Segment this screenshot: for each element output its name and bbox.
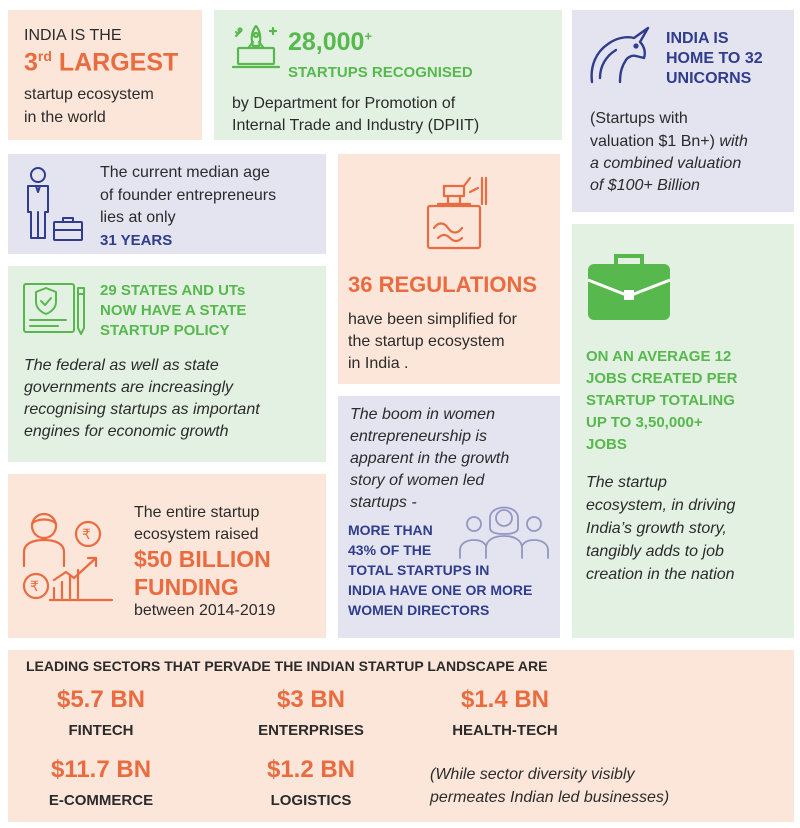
regulations-title: 36 REGULATIONS bbox=[348, 272, 538, 297]
unicorns-line3: UNICORNS bbox=[666, 70, 752, 87]
businessman-icon bbox=[20, 166, 86, 242]
jobs-desc1: The startup bbox=[586, 474, 667, 491]
jobs-line2 bbox=[586, 370, 737, 387]
women-stat5: WOMEN DIRECTORS bbox=[348, 602, 490, 618]
sector-item bbox=[26, 686, 176, 739]
jobs-line5: JOBS bbox=[586, 436, 627, 453]
regulations-line2: the startup ecosystem bbox=[348, 333, 505, 350]
unicorns-desc2-plain: valuation $1 Bn+) bbox=[590, 133, 715, 150]
startups-count bbox=[288, 28, 372, 57]
sector-value: $5.7 BN bbox=[56, 686, 146, 713]
unicorns-line1: INDIA IS bbox=[666, 30, 729, 47]
funding-period: between 2014-2019 bbox=[134, 602, 276, 619]
startups-label: STARTUPS RECOGNISED bbox=[288, 64, 473, 81]
jobs-desc4: tangibly adds to job bbox=[586, 543, 724, 560]
sector-name: ENTERPRISES bbox=[258, 722, 364, 739]
women-tile bbox=[338, 396, 560, 638]
states-line3: STARTUP POLICY bbox=[100, 322, 230, 339]
founder-tile bbox=[8, 154, 326, 254]
jobs-num: 12 bbox=[714, 348, 732, 365]
sector-item bbox=[236, 686, 386, 739]
women-group-icon bbox=[458, 496, 550, 560]
sectors-heading: LEADING SECTORS THAT PERVADE THE INDIAN STARTUP LANDSCAPE ARE bbox=[26, 658, 548, 674]
states-tile bbox=[8, 266, 326, 462]
ecosystem-rank bbox=[24, 48, 178, 77]
women-desc5: startups - bbox=[350, 494, 417, 511]
states-line2: NOW HAVE A STATE bbox=[100, 302, 247, 319]
unicorns-desc3: a combined valuation bbox=[590, 155, 742, 172]
unicorns-tile bbox=[572, 10, 794, 212]
jobs-line1 bbox=[586, 348, 731, 365]
regulations-line1: have been simplified for bbox=[348, 311, 517, 328]
regulations-line3: in India . bbox=[348, 355, 409, 372]
states-desc3: recognising startups as important bbox=[24, 401, 260, 418]
startups-tile bbox=[214, 10, 562, 140]
founder-line1: The current median age bbox=[100, 164, 270, 181]
women-stat3: TOTAL STARTUPS IN bbox=[348, 562, 490, 578]
jobs-desc3: India’s growth story, bbox=[586, 520, 727, 537]
women-stat1: MORE THAN bbox=[348, 522, 433, 538]
unicorns-desc4: of $100+ Billion bbox=[590, 177, 700, 194]
regulations-tile bbox=[338, 154, 560, 384]
funding-amount: $50 BILLION bbox=[134, 546, 271, 572]
women-stat2: 43% OF THE bbox=[348, 542, 432, 558]
sector-value: $1.4 BN bbox=[460, 686, 550, 713]
sector-value: $3 BN bbox=[276, 686, 346, 713]
rocket-laptop-icon bbox=[230, 22, 282, 70]
sector-item bbox=[236, 756, 386, 809]
jobs-pre: ON AN AVERAGE bbox=[586, 348, 715, 365]
funding-line2: ecosystem raised bbox=[134, 526, 259, 543]
founder-line2: of founder entrepreneurs bbox=[100, 187, 277, 204]
states-desc4: engines for economic growth bbox=[24, 423, 229, 440]
startups-line1: by Department for Promotion of bbox=[232, 95, 456, 112]
jobs-created: JOBS CREATED bbox=[586, 370, 703, 387]
jobs-tile bbox=[572, 224, 794, 638]
sector-value: $11.7 BN bbox=[50, 756, 152, 783]
sector-item bbox=[430, 686, 580, 739]
unicorns-desc2 bbox=[590, 131, 748, 153]
jobs-per: PER bbox=[702, 370, 738, 387]
policy-document-icon bbox=[22, 280, 88, 338]
rank-suffix: rd bbox=[37, 48, 52, 64]
sector-item bbox=[26, 756, 176, 809]
count-plus: + bbox=[364, 28, 373, 44]
unicorns-desc2-italic: with bbox=[714, 133, 748, 150]
founder-line3: lies at only bbox=[100, 209, 176, 226]
sector-name: HEALTH-TECH bbox=[452, 722, 558, 739]
women-desc3: apparent in the growth bbox=[350, 450, 510, 467]
jobs-desc2: ecosystem, in driving bbox=[586, 497, 736, 514]
states-line1: 29 STATES AND UTs bbox=[100, 282, 246, 299]
sectors-note1: (While sector diversity visibly bbox=[430, 766, 635, 783]
funding-word: FUNDING bbox=[134, 574, 239, 600]
funding-line1: The entire startup bbox=[134, 504, 260, 521]
unicorns-desc1: (Startups with bbox=[590, 110, 688, 127]
sectors-panel bbox=[8, 650, 794, 822]
rank-number: 3 bbox=[24, 48, 38, 77]
jobs-line3: STARTUP TOTALING bbox=[586, 392, 735, 409]
startups-line2: Internal Trade and Industry (DPIIT) bbox=[232, 117, 480, 134]
sector-name: LOGISTICS bbox=[270, 792, 352, 809]
jobs-desc5: creation in the nation bbox=[586, 566, 735, 583]
women-desc2: entrepreneurship is bbox=[350, 428, 487, 445]
founder-age: 31 YEARS bbox=[100, 232, 173, 249]
svg-text:₹: ₹ bbox=[30, 579, 39, 595]
investor-growth-icon bbox=[18, 508, 116, 604]
rank-word: LARGEST bbox=[51, 48, 179, 77]
svg-text:₹: ₹ bbox=[82, 527, 91, 543]
ecosystem-line4: in the world bbox=[24, 109, 106, 126]
unicorn-icon bbox=[586, 26, 652, 86]
sector-value: $1.2 BN bbox=[266, 756, 356, 783]
sector-name: FINTECH bbox=[68, 722, 134, 739]
ecosystem-tile bbox=[8, 10, 202, 140]
ecosystem-line3: startup ecosystem bbox=[24, 86, 154, 103]
stamp-document-icon bbox=[408, 172, 490, 254]
unicorns-line2: HOME TO 32 bbox=[666, 50, 763, 67]
states-desc2: governments are increasingly bbox=[24, 379, 233, 396]
funding-tile bbox=[8, 474, 326, 638]
sector-name: E-COMMERCE bbox=[48, 792, 154, 809]
states-desc1: The federal as well as state bbox=[24, 357, 219, 374]
women-stat4: INDIA HAVE ONE OR MORE bbox=[348, 582, 533, 598]
count-value: 28,000 bbox=[288, 28, 365, 56]
women-desc1: The boom in women bbox=[350, 406, 495, 423]
ecosystem-line1: INDIA IS THE bbox=[24, 27, 122, 44]
jobs-line4: UP TO 3,50,000+ bbox=[586, 414, 703, 431]
women-desc4: story of women led bbox=[350, 472, 485, 489]
briefcase-icon bbox=[586, 250, 672, 322]
sectors-note2: permeates Indian led businesses) bbox=[430, 789, 670, 806]
